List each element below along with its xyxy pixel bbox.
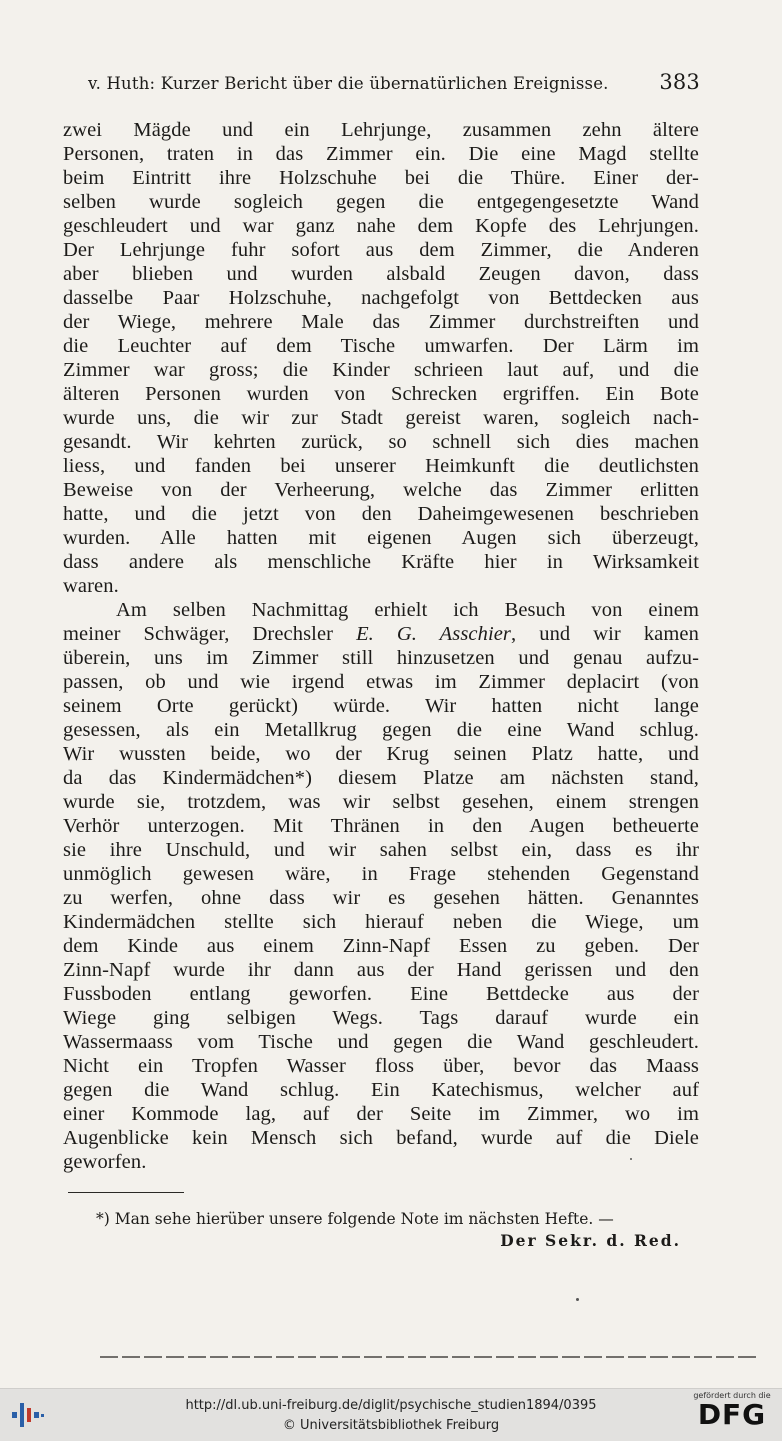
text-line: passen, ob und wie irgend etwas im Zimmer deplacirt (von xyxy=(63,671,699,693)
running-header xyxy=(88,70,700,94)
text-line: Wir wussten beide, wo der Krug seinen Platz hatte, und xyxy=(63,743,699,765)
funder-block xyxy=(690,1391,774,1430)
text-line: geworfen. xyxy=(63,1151,147,1173)
text-line: hatte, und die jetzt von den Daheimgewesenen beschrieben xyxy=(63,503,699,525)
running-title: v. Huth: Kurzer Bericht über die übernatürlichen Ereignisse. xyxy=(88,74,609,93)
text-line: gesessen, als ein Metallkrug gegen die eine Wand schlug. xyxy=(63,719,699,741)
text-line: Am selben Nachmittag erhielt ich Besuch von einem xyxy=(116,599,699,621)
text-line: älteren Personen wurden von Schrecken ergriffen. Ein Bote xyxy=(63,383,699,405)
text-line: dem Kinde aus einem Zinn-Napf Essen zu geben. Der xyxy=(63,935,699,957)
footnote-rule xyxy=(68,1192,184,1193)
text-line: wurde uns, die wir zur Stadt gereist waren, sogleich nach- xyxy=(63,407,699,429)
text-fragment: , und wir kamen xyxy=(511,623,699,645)
text-line: gegen die Wand schlug. Ein Katechismus, welcher auf xyxy=(63,1079,699,1101)
text-line: Verhör unterzogen. Mit Thränen in den Augen betheuerte xyxy=(63,815,699,837)
text-line: dass andere als menschliche Kräfte hier in Wirksamkeit xyxy=(63,551,699,573)
text-line: seinem Orte gerückt) würde. Wir hatten nicht lange xyxy=(63,695,699,717)
text-line: wurde sie, trotzdem, was wir selbst gesehen, einem strengen xyxy=(63,791,699,813)
text-line: zwei Mägde und ein Lehrjunge, zusammen zehn ältere xyxy=(63,119,699,141)
text-line: die Leuchter auf dem Tische umwarfen. Der Lärm im xyxy=(63,335,699,357)
text-line: Fussboden entlang geworfen. Eine Bettdecke aus der xyxy=(63,983,699,1005)
text-line: Zinn-Napf wurde ihr dann aus der Hand gerissen und den xyxy=(63,959,699,981)
text-line: Personen, traten in das Zimmer ein. Die eine Magd stellte xyxy=(63,143,699,165)
text-line: beim Eintritt ihre Holzschuhe bei die Thüre. Einer der- xyxy=(63,167,699,189)
footnote xyxy=(96,1208,699,1252)
text-line: geschleudert und war ganz nahe dem Kopfe des Lehrjungen. xyxy=(63,215,699,237)
text-line: einer Kommode lag, auf der Seite im Zimmer, wo im xyxy=(63,1103,699,1125)
scan-speck xyxy=(630,1158,632,1160)
text-line: da das Kindermädchen*) diesem Platze am nächsten stand, xyxy=(63,767,699,789)
text-line: Kindermädchen stellte sich hierauf neben die Wiege, um xyxy=(63,911,699,933)
text-line: Der Lehrjunge fuhr sofort aus dem Zimmer, die Anderen xyxy=(63,239,699,261)
text-line: zu werfen, ohne dass wir es gesehen hätten. Genanntes xyxy=(63,887,699,909)
text-line: überein, uns im Zimmer still hinzusetzen und genau aufzu- xyxy=(63,647,699,669)
text-line: Nicht ein Tropfen Wasser floss über, bevor das Maass xyxy=(63,1055,699,1077)
footnote-text: *) Man sehe hierüber unsere folgende Note im nächsten Hefte. — xyxy=(96,1210,614,1228)
text-line: aber blieben und wurden alsbald Zeugen davon, dass xyxy=(63,263,699,285)
text-fragment: meiner Schwäger, Drechsler xyxy=(63,623,334,645)
text-line: waren. xyxy=(63,575,119,597)
copyright-notice: © Universitätsbibliothek Freiburg xyxy=(282,1418,500,1433)
text-line: sie ihre Unschuld, und wir sahen selbst ein, dass es ihr xyxy=(63,839,699,861)
source-url[interactable]: http://dl.ub.uni-freiburg.de/diglit/psychische_studien1894/0395 xyxy=(185,1398,597,1413)
dfg-logo: DFG xyxy=(697,1398,767,1431)
footnote-signature: Der Sekr. d. Red. xyxy=(500,1231,681,1250)
scan-edge-line xyxy=(100,1356,760,1358)
text-line: liess, und fanden bei unserer Heimkunft die deutlichsten xyxy=(63,455,699,477)
person-name: E. G. Asschier xyxy=(356,623,512,645)
text-line: selben wurde sogleich gegen die entgegengesetzte Wand xyxy=(63,191,699,213)
text-line: Wassermaass vom Tische und gegen die Wand geschleudert. xyxy=(63,1031,699,1053)
body-text xyxy=(63,118,699,1174)
text-line-with-name xyxy=(63,622,699,646)
page-number: 383 xyxy=(659,70,700,94)
text-line: wurden. Alle hatten mit eigenen Augen sich überzeugt, xyxy=(63,527,699,549)
text-line: Zimmer war gross; die Kinder schrieen laut auf, und die xyxy=(63,359,699,381)
viewer-footer xyxy=(0,1388,782,1441)
text-line: Wiege ging selbigen Wegs. Tags darauf wurde ein xyxy=(63,1007,699,1029)
text-line: der Wiege, mehrere Male das Zimmer durchstreiften und xyxy=(63,311,699,333)
text-line: unmöglich gewesen wäre, in Frage stehenden Gegenstand xyxy=(63,863,699,885)
text-line: Augenblicke kein Mensch sich befand, wurde auf die Diele xyxy=(63,1127,699,1149)
text-line: dasselbe Paar Holzschuhe, nachgefolgt von Bettdecken aus xyxy=(63,287,699,309)
text-line: gesandt. Wir kehrten zurück, so schnell sich dies machen xyxy=(63,431,699,453)
text-line: Beweise von der Verheerung, welche das Zimmer erlitten xyxy=(63,479,699,501)
scan-speck xyxy=(576,1298,579,1301)
funder-note: gefördert durch die xyxy=(693,1391,771,1400)
